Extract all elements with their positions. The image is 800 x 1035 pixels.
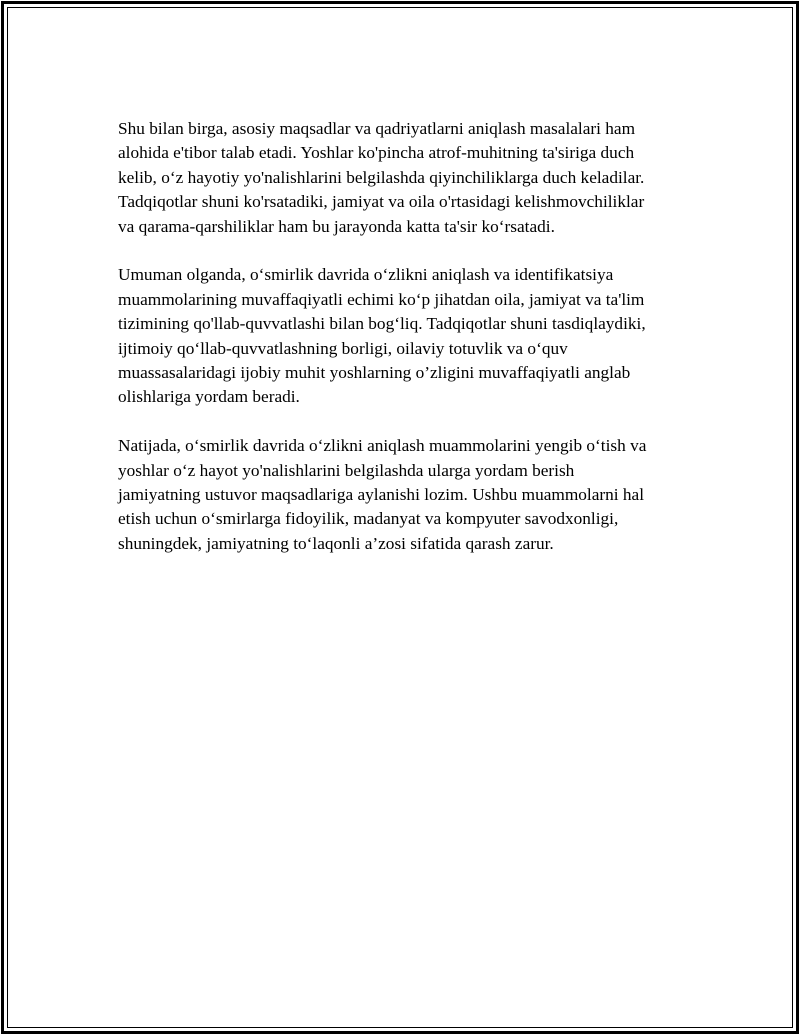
paragraph-conclusion: Natijada, o‘smirlik davrida o‘zlikni aniqlash muammolarini yengib o‘tish va yoshlar o‘z hayot yo'nalishlarini belgilashda ularga yordam berish jamiyatning ustuvor maqsadlariga aylanishi lozim. Ushbu muammolarni hal etish uchun o‘smirlarga fidoyilik, madanyat va kompyuter savodxonligi, shuningdek, jamiyatning to‘laqonli a’zosi sifatida qarash zarur. (118, 436, 647, 553)
paragraph-goals-and-values: Shu bilan birga, asosiy maqsadlar va qadriyatlarni aniqlash masalalari ham alohida e'tibor talab etadi. Yoshlar ko'pincha atrof-muhitning ta'siriga duch kelib, o‘z hayotiy yo'nalishlarini belgilashda qiyinchiliklarga duch keladilar. Tadqiqotlar shuni ko'rsatadiki, jamiyat va oila o'rtasidagi kelishmovchiliklar va qarama-qarshiliklar ham bu jarayonda katta ta'sir ko‘rsatadi. (118, 119, 645, 236)
document-body (118, 117, 698, 581)
paragraph-identity-support: Umuman olganda, o‘smirlik davrida o‘zlikni aniqlash va identifikatsiya muammolarining muvaffaqiyatli echimi ko‘p jihatdan oila, jamiyat va ta'lim tizimining qo'llab-quvvatlashi bilan bog‘liq. Tadqiqotlar shuni tasdiqlaydiki, ijtimoiy qo‘llab-quvvatlashning borligi, oilaviy totuvlik va o‘quv muassasalaridagi ijobiy muhit yoshlarning o’zligini muvaffaqiyatli anglab olishlariga yordam beradi. (118, 265, 646, 407)
